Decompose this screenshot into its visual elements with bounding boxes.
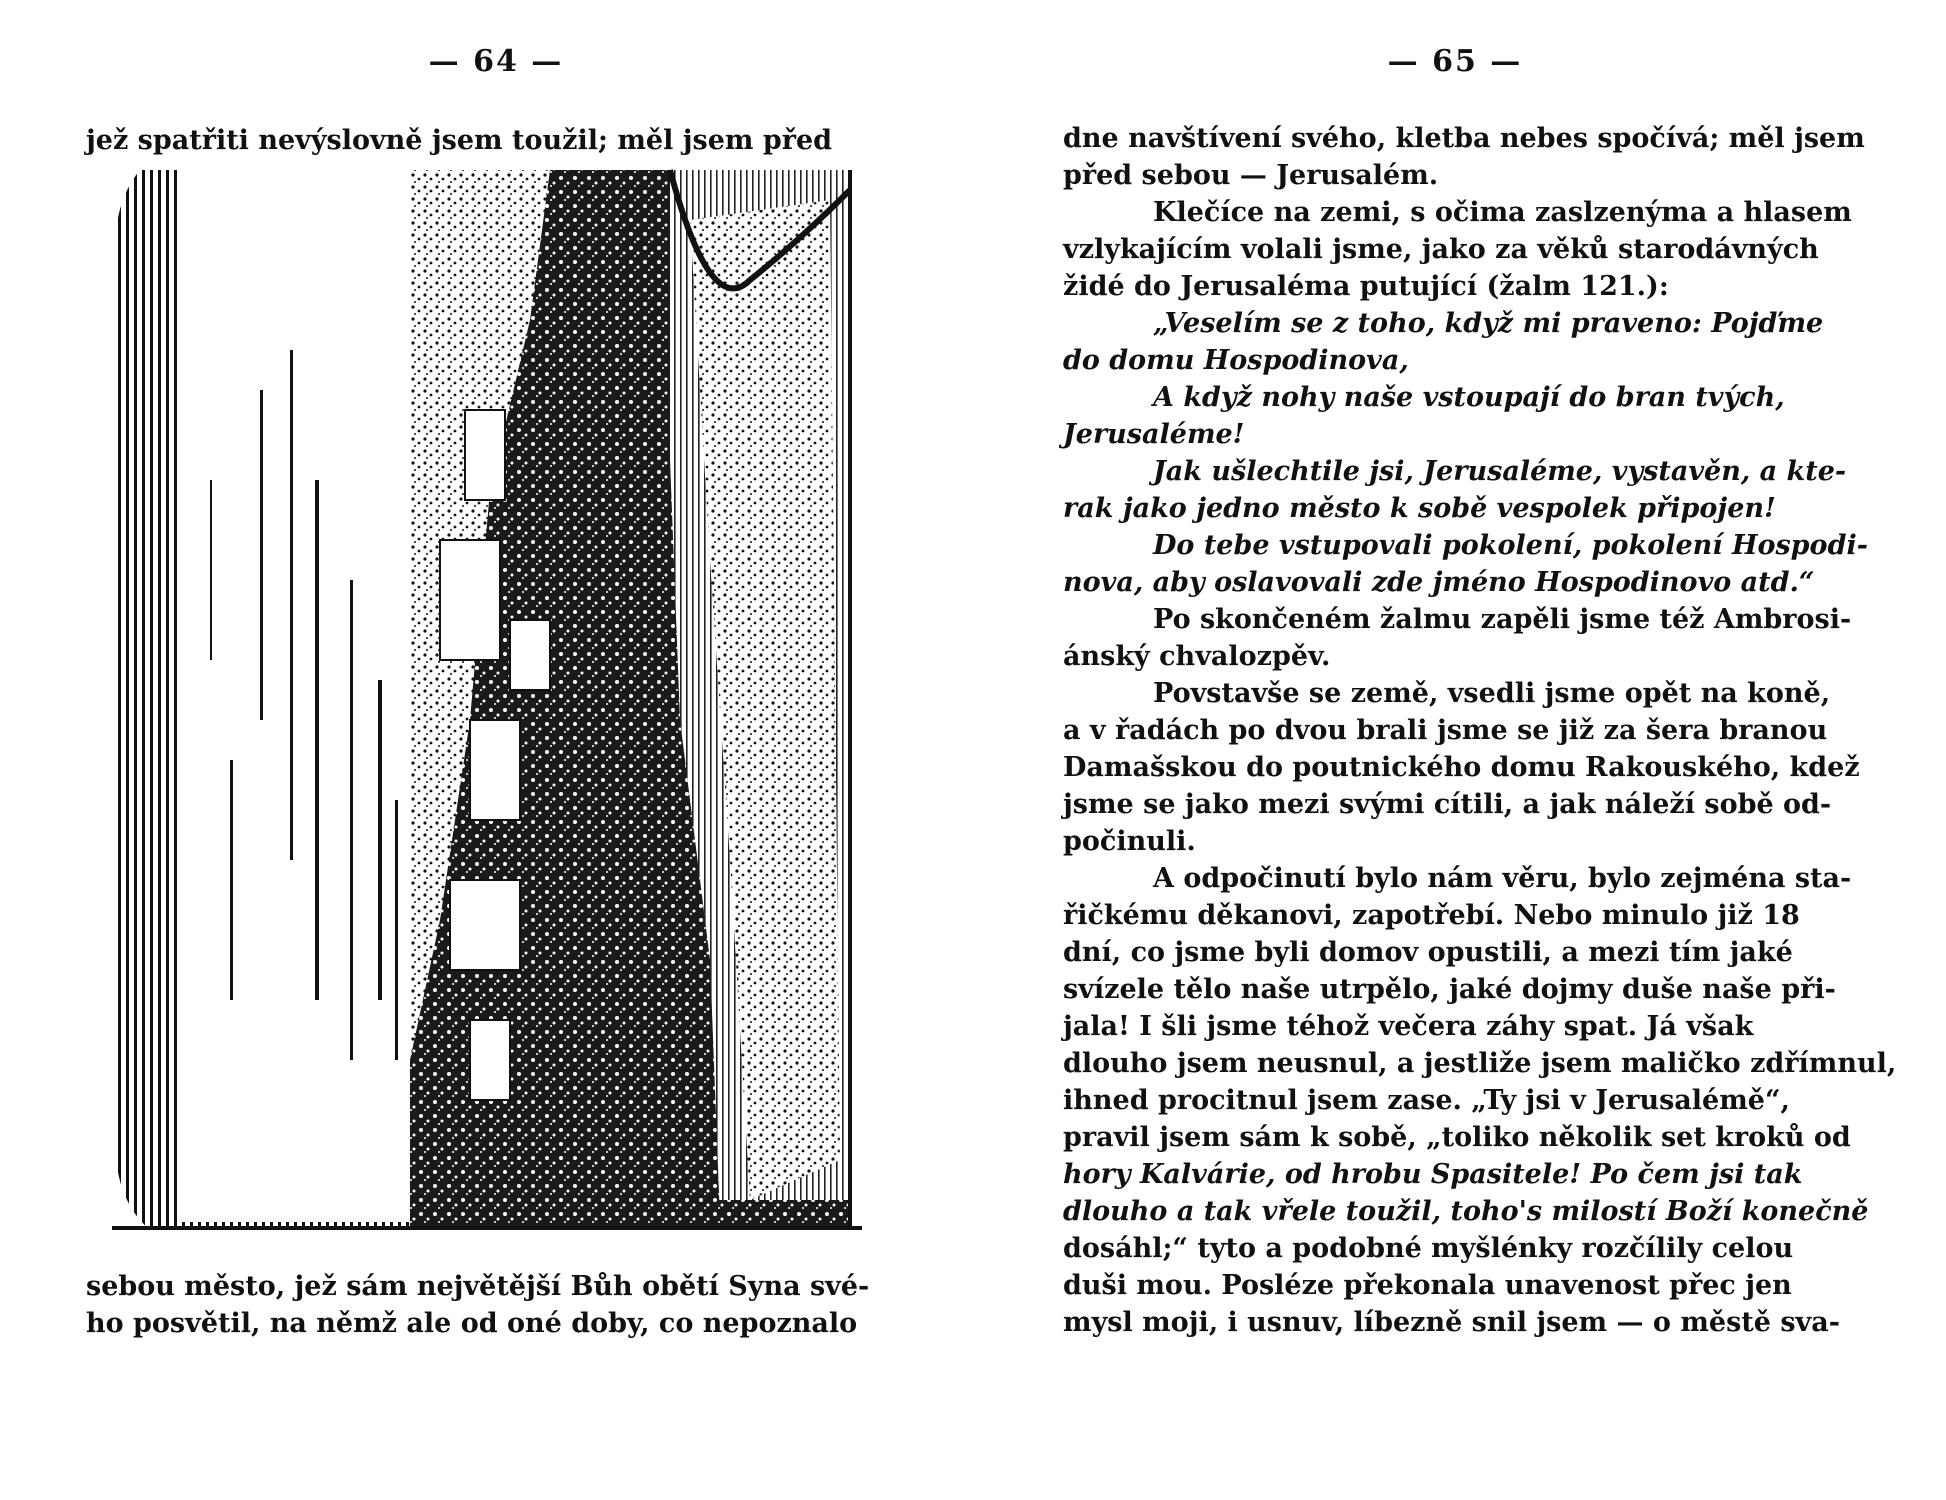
text-line: rak jako jedno město k sobě vespolek připojen! (1063, 493, 1776, 524)
text-line: jež spatřiti nevýslovně jsem toužil; měl jsem před (86, 125, 833, 156)
text-line: židé do Jerusaléma putující (žalm 121.): (1063, 271, 1669, 302)
text-line: sebou město, jež sám největější Bůh obětí Syna své- (86, 1271, 870, 1302)
text-line: Klečíce na zemi, s očima zaslzenýma a hlasem (1153, 197, 1852, 228)
text-line: Povstavše se země, vsedli jsme opět na koně, (1153, 678, 1831, 709)
text-line: Jerusaléme! (1063, 419, 1245, 450)
text-line: dne navštívení svého, kletba nebes spočívá; měl jsem (1063, 123, 1865, 154)
text-line: nova, aby oslavovali zde jméno Hospodinovo atd.“ (1063, 567, 1815, 598)
text-line: A odpočinutí bylo nám věru, bylo zejména sta- (1153, 863, 1852, 894)
text-line: „Veselím se z toho, když mi praveno: Pojďme (1153, 308, 1824, 339)
text-line: hory Kalvárie, od hrobu Spasitele! Po čem jsi tak (1063, 1159, 1803, 1190)
text-line: Po skončeném žalmu zapěli jsme též Ambrosi- (1153, 604, 1852, 635)
left-top-text (86, 122, 832, 159)
text-line: svízele tělo naše utrpělo, jaké dojmy duše naše při- (1063, 974, 1836, 1005)
text-line: jala! I šli jsme téhož večera záhy spat. Já však (1063, 1011, 1754, 1042)
text-line: dosáhl;“ tyto a podobné myšlénky rozčílily celou (1063, 1233, 1794, 1264)
right-body-text (1063, 120, 1897, 1341)
jerusalem-engraving (110, 160, 865, 1240)
text-line: dní, co jsme byli domov opustili, a mezi tím jaké (1063, 937, 1793, 968)
text-line: před sebou — Jerusalém. (1063, 160, 1439, 191)
text-line: počinuli. (1063, 826, 1196, 857)
text-line: Do tebe vstupovali pokolení, pokolení Hospodi- (1153, 530, 1868, 561)
text-line: Damašskou do poutnického domu Rakouského, kdež (1063, 752, 1860, 783)
text-line: ho posvětil, na němž ale od oné doby, co nepoznalo (86, 1308, 858, 1339)
text-line: Jak ušlechtile jsi, Jerusaléme, vystavěn, a kte- (1153, 456, 1847, 487)
text-line: řičkému děkanovi, zapotřebí. Nebo minulo již 18 (1063, 900, 1800, 931)
text-line: vzlykajícím volali jsme, jako za věků starodávných (1063, 234, 1819, 265)
text-line: a v řadách po dvou brali jsme se již za šera branou (1063, 715, 1828, 746)
text-line: duši mou. Posléze překonala unavenost přec jen (1063, 1270, 1792, 1301)
text-line: ihned procitnul jsem zase. „Ty jsi v Jerusalémě“, (1063, 1085, 1790, 1116)
left-bottom-text (86, 1268, 869, 1342)
text-line: dlouho a tak vřele toužil, toho's milostí Boží konečně (1063, 1196, 1869, 1227)
right-page (973, 0, 1946, 1500)
text-line: do domu Hospodinova, (1063, 345, 1409, 376)
text-line: ánský chvalozpěv. (1063, 641, 1331, 672)
text-line: pravil jsem sám k sobě, „toliko několik set kroků od (1063, 1122, 1851, 1153)
text-line: jsme se jako mezi svými cítili, a jak náleží sobě od- (1063, 789, 1832, 820)
text-line: mysl moji, i usnuv, líbezně snil jsem — o městě sva- (1063, 1307, 1840, 1338)
page-number: — 65 — (1387, 44, 1523, 79)
page-number: — 64 — (428, 44, 564, 79)
text-line: A když nohy naše vstoupají do bran tvých, (1153, 382, 1785, 413)
text-line: dlouho jsem neusnul, a jestliže jsem maličko zdřímnul, (1063, 1048, 1897, 1079)
